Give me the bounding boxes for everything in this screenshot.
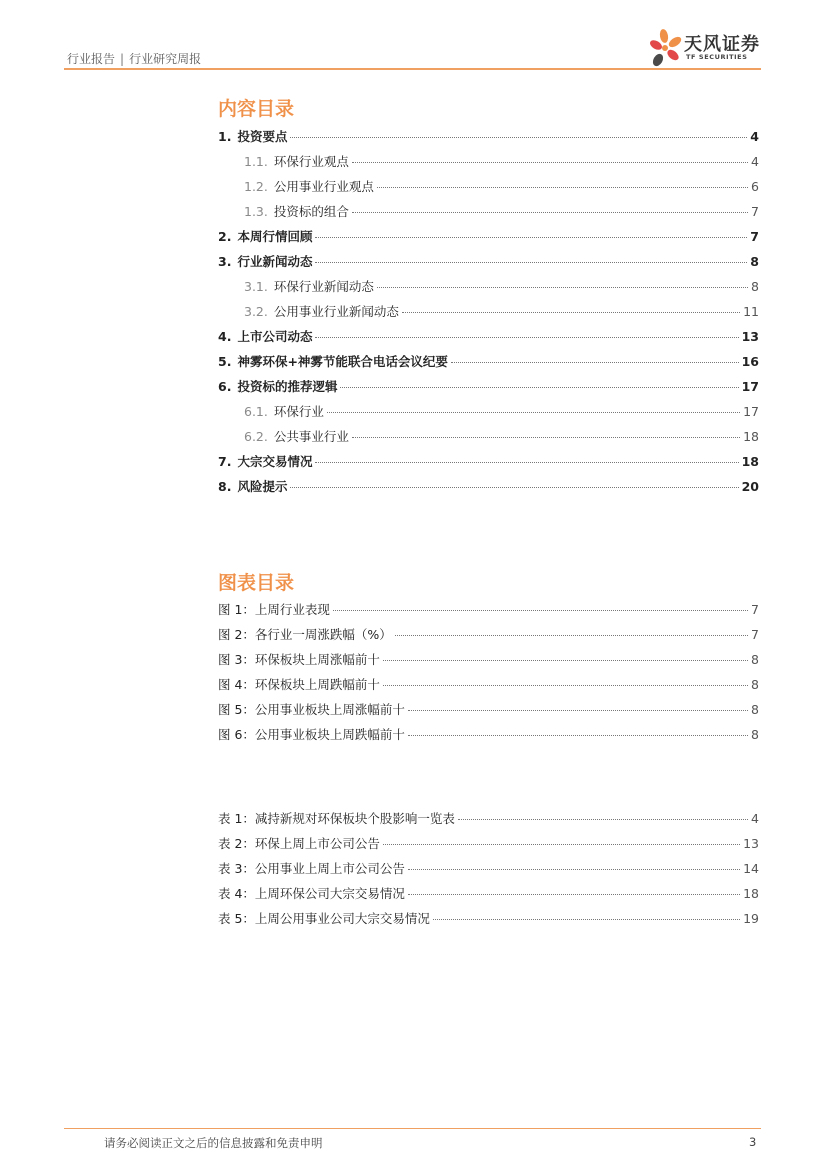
toc-page: 18 [743,429,759,444]
toc-title: 环保行业 [273,404,324,419]
dot-leader [395,635,748,636]
table-entry[interactable] [218,811,759,827]
dot-leader [408,735,748,736]
footer-divider [64,1128,761,1129]
dot-leader [315,262,747,263]
flower-logo-icon [650,28,684,72]
footer-disclaimer: 请务必阅读正文之后的信息披露和免责申明 [104,1136,323,1150]
dot-leader [352,162,748,163]
toc-page: 17 [743,404,759,419]
toc-page: 11 [743,304,759,319]
table-label: 表 3：公用事业上周上市公司公告 [218,861,405,876]
figure-page: 8 [751,652,759,667]
dot-leader [402,312,740,313]
toc-page: 7 [751,204,759,219]
figure-entry[interactable] [218,627,759,643]
category-label: 行业报告 [67,52,116,66]
toc-page: 6 [751,179,759,194]
subcategory-label: 行业研究周报 [129,52,202,66]
dot-leader [290,487,738,488]
dot-leader [408,710,748,711]
table-label: 表 1：减持新规对环保板块个股影响一览表 [218,811,455,826]
toc-title: 环保行业新闻动态 [273,279,374,294]
toc-number: 1.2. [244,179,268,194]
toc-entry[interactable] [244,404,759,420]
dot-leader [451,362,739,363]
dot-leader [383,660,748,661]
dot-leader [352,437,740,438]
toc-number: 3.1. [244,279,268,294]
dot-leader [408,894,740,895]
figures-title: 图表目录 [218,572,295,594]
table-entry[interactable] [218,886,759,902]
table-entry[interactable] [218,836,759,852]
toc-page: 13 [741,329,759,344]
table-page: 13 [743,836,759,851]
dot-leader [315,237,747,238]
figure-label: 图 3：环保板块上周涨幅前十 [218,652,380,667]
dot-leader [433,919,740,920]
toc-number: 1.3. [244,204,268,219]
toc-number: 7. [218,454,232,469]
toc-entry[interactable] [244,179,759,195]
toc-entry[interactable] [218,229,759,245]
figure-entry[interactable] [218,652,759,668]
dot-leader [377,187,748,188]
toc-entry[interactable] [218,379,759,395]
table-page: 4 [751,811,759,826]
figure-label: 图 5：公用事业板块上周涨幅前十 [218,702,405,717]
figure-page: 8 [751,677,759,692]
toc-title: 公用事业行业观点 [273,179,374,194]
dot-leader [408,869,740,870]
table-label: 表 5：上周公用事业公司大宗交易情况 [218,911,430,926]
toc-page: 17 [741,379,759,394]
toc-title: 行业新闻动态 [237,254,313,269]
dot-leader [315,337,738,338]
toc-page: 20 [741,479,759,494]
toc-entry[interactable] [218,454,759,470]
toc-title: 公共事业行业 [273,429,349,444]
toc-page: 8 [751,279,759,294]
toc-entry[interactable] [244,279,759,295]
figure-label: 图 6：公用事业板块上周跌幅前十 [218,727,405,742]
toc-page: 8 [750,254,759,269]
dot-leader [458,819,748,820]
table-label: 表 4：上周环保公司大宗交易情况 [218,886,405,901]
toc-number: 8. [218,479,232,494]
dot-leader [315,462,738,463]
dot-leader [383,685,748,686]
report-category [67,50,201,67]
header-separator: | [120,52,125,66]
toc-entry[interactable] [218,479,759,495]
toc-page: 18 [741,454,759,469]
toc-page: 4 [751,154,759,169]
page-number: 3 [749,1135,757,1149]
toc-title: 本周行情回顾 [237,229,313,244]
toc-entry[interactable] [244,154,759,170]
toc-page: 16 [741,354,759,369]
toc-number: 2. [218,229,232,244]
toc-title: 投资标的组合 [273,204,349,219]
toc-entry[interactable] [218,129,759,145]
table-page: 14 [743,861,759,876]
figure-entry[interactable] [218,727,759,743]
toc-entry[interactable] [218,329,759,345]
figure-label: 图 2：各行业一周涨跌幅（%） [218,627,392,642]
toc-number: 1.1. [244,154,268,169]
toc-title: 大宗交易情况 [237,454,313,469]
contents-title: 内容目录 [218,98,295,120]
toc-page: 4 [750,129,759,144]
toc-title: 神雾环保+神雾节能联合电话会议纪要 [237,354,448,369]
figure-entry[interactable] [218,677,759,693]
table-page: 18 [743,886,759,901]
toc-entry[interactable] [218,354,759,370]
dot-leader [327,412,740,413]
toc-title: 投资要点 [237,129,288,144]
table-entry[interactable] [218,861,759,877]
figure-page: 7 [751,627,759,642]
toc-number: 1. [218,129,232,144]
toc-title: 风险提示 [237,479,288,494]
figure-entry[interactable] [218,702,759,718]
toc-title: 投资标的推荐逻辑 [237,379,338,394]
toc-number: 6.2. [244,429,268,444]
figure-page: 8 [751,702,759,717]
toc-title: 环保行业观点 [273,154,349,169]
dot-leader [290,137,747,138]
toc-number: 3.2. [244,304,268,319]
toc-title: 公用事业行业新闻动态 [273,304,399,319]
company-logo [650,28,770,72]
toc-number: 6.1. [244,404,268,419]
figure-page: 7 [751,602,759,617]
toc-number: 4. [218,329,232,344]
toc-entry[interactable] [244,204,759,220]
dot-leader [352,212,748,213]
toc-number: 5. [218,354,232,369]
dot-leader [333,610,748,611]
toc-entry[interactable] [244,304,759,320]
figure-label: 图 1：上周行业表现 [218,602,330,617]
logo-english-name: TF SECURITIES [686,53,748,61]
dot-leader [383,844,740,845]
toc-number: 6. [218,379,232,394]
logo-chinese-name: 天风证券 [684,34,760,55]
table-entry[interactable] [218,911,759,927]
table-label: 表 2：环保上周上市公司公告 [218,836,380,851]
toc-number: 3. [218,254,232,269]
figure-label: 图 4：环保板块上周跌幅前十 [218,677,380,692]
table-page: 19 [743,911,759,926]
figure-page: 8 [751,727,759,742]
toc-entry[interactable] [218,254,759,270]
toc-page: 7 [750,229,759,244]
dot-leader [340,387,738,388]
figure-entry[interactable] [218,602,759,618]
toc-entry[interactable] [244,429,759,445]
dot-leader [377,287,748,288]
toc-title: 上市公司动态 [237,329,313,344]
